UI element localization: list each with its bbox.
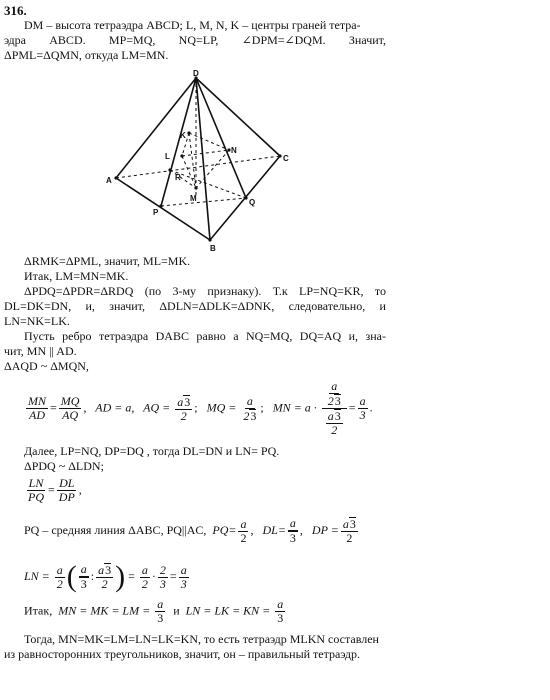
body-line-8: ΔAQD ~ ΔMQN, — [4, 359, 89, 373]
body-line-3: ΔPDQ=ΔPDR=ΔRDQ (по 3-му признаку). Т.к LP=NQ=KR, то — [24, 284, 386, 298]
label-A: A — [106, 176, 112, 185]
problem-number: 316. — [4, 3, 27, 18]
formula-similarity: $\frac{MN}{AD}$ = $\frac{MQ}{AQ}$ , AD = a, AQ = $\frac{a3}{2}$ ; MQ = $\frac{a}{23}$ ; MN = a · $\frac{\frac{a}{23}}{\frac{a3}{2}}$ = $\frac{a}{3}$ . — [28, 379, 373, 437]
body-line-14: из равносторонних треугольников, значит, он – правильный тетраэдр. — [4, 647, 360, 661]
label-N: N — [231, 146, 237, 155]
label-L: L — [165, 152, 170, 161]
label-K: K — [180, 131, 186, 140]
label-R: R — [175, 173, 181, 182]
label-D: D — [193, 69, 199, 78]
body-line-4: DL=DK=DN, и, значит, ΔDLN=ΔDLK=ΔDNK, следовательно, и — [4, 299, 386, 313]
label-C: C — [283, 154, 289, 163]
intro-line-3: ΔPML=ΔQMN, откуда LM=MN. — [4, 48, 169, 62]
label-Q: Q — [249, 198, 256, 207]
label-M: M — [190, 194, 197, 203]
intro-line-1: DM – высота тетраэдра ABCD; L, M, N, K – центры граней тетра- — [24, 18, 361, 32]
body-line-5: LN=NK=LK. — [4, 314, 70, 328]
conclusion-equalities: Итак, MN = MK = LM = $\frac{a}{3}$ и LN = LK = KN = $\frac{a}{3}$ — [24, 597, 284, 625]
body-line-9: Далее, LP=NQ, DP=DQ , тогда DL=DN и LN= PQ. — [24, 444, 280, 458]
body-line-1: ΔRMK=ΔPML, значит, ML=MK. — [24, 254, 191, 268]
body-line-6: Пусть ребро тетраэдра DABC равно a NQ=MQ, DQ=AQ и, зна- — [24, 329, 386, 343]
formula-ratio: $\frac{LN}{PQ}$ = $\frac{DL}{DP}$ , — [28, 476, 82, 504]
formula-ln: LN = $\frac{a}{2}$ ( $\frac{a}{3}$ : $\frac{a3}{2}$ ) = $\frac{a}{2}$ · $\frac{2}{3}$ = $\frac{a}{3}$ — [24, 560, 187, 593]
body-line-2: Итак, LM=MN=MK. — [24, 269, 129, 283]
body-line-10: ΔPDQ ~ ΔLDN; — [24, 459, 104, 473]
intro-line-2: эдра ABCD. MP=MQ, NQ=LP, ∠DPM=∠DQM. Значит, — [4, 33, 386, 47]
body-line-13: Тогда, MN=MK=LM=LN=LK=KN, то есть тетраэдр MLKN составлен — [24, 632, 379, 646]
formula-midline: PQ – средняя линия ΔABC, PQ||AC, PQ= $\frac{a}{2}$ , DL= $\frac{a}{3}$ , DP = $\frac{a3}{2}$ — [24, 516, 356, 545]
label-B: B — [210, 244, 216, 253]
body-line-7: чит, MN || AD. — [4, 344, 77, 358]
label-P: P — [153, 208, 159, 217]
